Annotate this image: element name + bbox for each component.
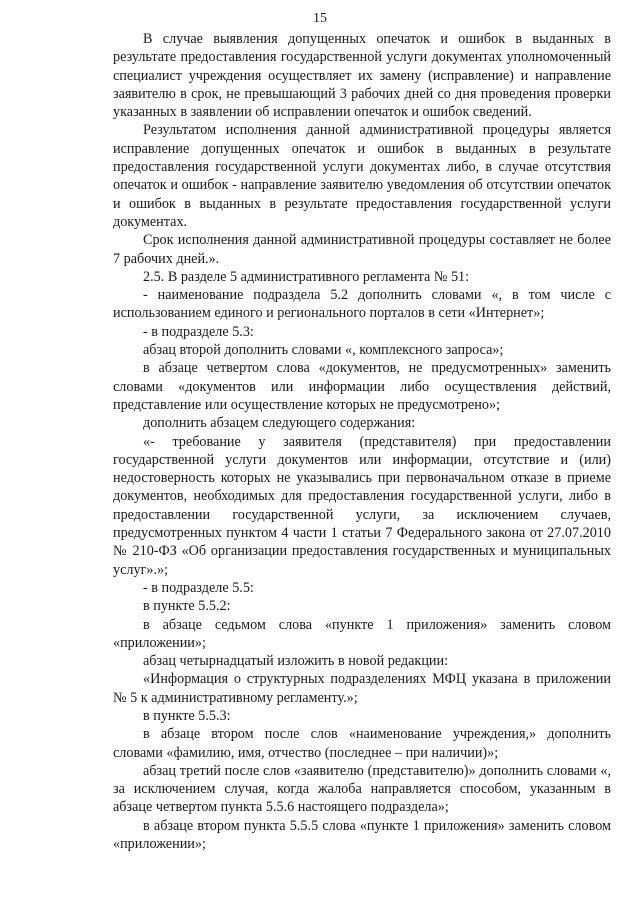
paragraph-abzac-second: абзац второй дополнить словами «, комплексного запроса»; (143, 342, 504, 359)
paragraph-subsection-5-2: - наименование подраздела 5.2 дополнить словами «, в том числе с использованием единого и регионального порталов в сети «Интернет»; (113, 287, 611, 322)
paragraph-subsection-5-5: - в подразделе 5.5: (143, 579, 254, 596)
paragraph-item-5-5-3: в пункте 5.5.3: (143, 707, 231, 724)
paragraph-procedure-term: Срок исполнения данной административной процедуры составляет не более 7 рабочих дней.». (113, 232, 611, 267)
paragraph-item-5-5-5: в абзаце втором пункта 5.5.5 слова «пункте 1 приложения» заменить словом «приложении»; (113, 817, 611, 853)
document-body (113, 30, 611, 853)
paragraph-abzac-fourteenth: абзац четырнадцатый изложить в новой редакции: (143, 653, 449, 670)
paragraph-abzac-second-5-5-3: в абзаце втором после слов «наименование учреждения,» дополнить словами «фамилию, имя, отчество (последнее – при наличии)»; (113, 726, 611, 761)
page-number: 15 (313, 11, 327, 26)
paragraph-typo-correction: В случае выявления допущенных опечаток и ошибок в выданных в результате предоставления государственной услуги документах уполномоченный специалист учреждения осуществляет их замену (исправление) и направление заявителю в срок, не превышающий 3 рабочих дней со дня проведения проверки указанных в заявлении об исправлении опечаток и ошибок сведений. (113, 31, 611, 121)
paragraph-abzac-seventh: в абзаце седьмом слова «пункте 1 приложения» заменить словом «приложении»; (113, 616, 611, 651)
paragraph-abzac-third-5-5-3: абзац третий после слов «заявителю (представителю)» дополнить словами «, за исключением случая, когда жалоба направляется способом, указанным в абзаце четвертом пункта 5.5.6 настоящего подраздела»; (113, 762, 611, 816)
paragraph-abzac-fourth: в абзаце четвертом слова «документов, не предусмотренных» заменить словами «документов или информации либо осуществления действий, представление или осуществление которых не предусмотрено»; (113, 360, 611, 413)
paragraph-procedure-result: Результатом исполнения данной административной процедуры является исправление допущенных опечаток и ошибок в выданных в результате предоставления государственной услуги документах либо, в случае отсутствия опечаток и ошибок - направление заявителю уведомления об отсутствии опечаток и ошибок в выданных в результате предоставления государственной услуги документах. (113, 122, 611, 230)
paragraph-item-5-5-2: в пункте 5.5.2: (143, 598, 231, 615)
paragraph-requirement-quote: «- требование у заявителя (представителя) при предоставлении государственной услуги документов или информации, отсутствие и (или) недостоверность которых не указывались при первоначальном отказе в приеме документов, необходимых для предоставления государственной услуги, либо в предоставлении государственной услуги, за исключением случаев, предусмотренных пунктом 4 части 1 статьи 7 Федерального закона от 27.07.2010 № 210-ФЗ «Об организации предоставления государственных и муниципальных услуг».»; (113, 433, 611, 578)
paragraph-mfc-info-quote: «Информация о структурных подразделениях МФЦ указана в приложении № 5 к административному регламенту.»; (113, 671, 611, 706)
paragraph-subsection-5-3: - в подразделе 5.3: (143, 323, 254, 340)
paragraph-section-2-5: 2.5. В разделе 5 административного регламента № 51: (143, 268, 470, 285)
paragraph-add-abzac: дополнить абзацем следующего содержания: (143, 415, 416, 432)
